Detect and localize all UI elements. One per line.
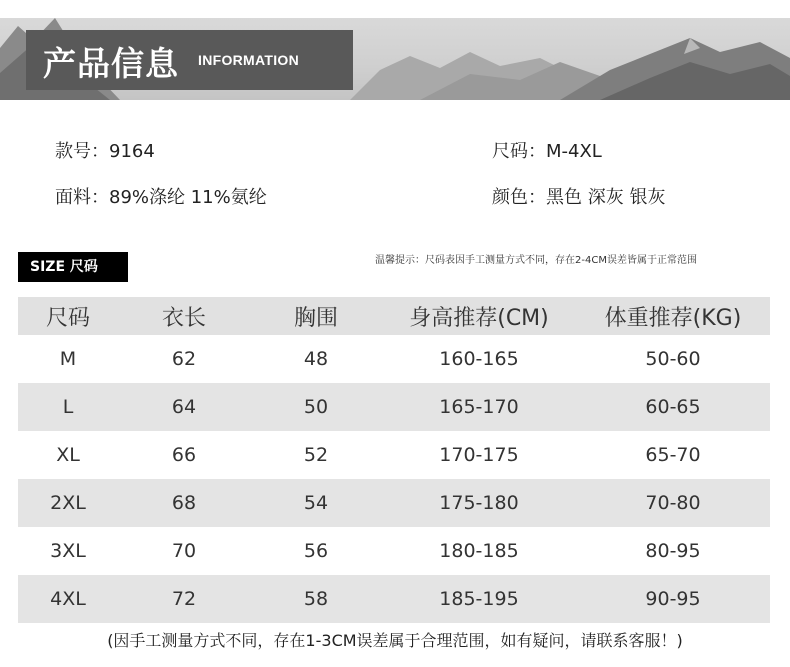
footer-note: (因手工测量方式不同，存在1-3CM误差属于合理范围，如有疑问，请联系客服！) [107, 631, 683, 650]
table-cell: 160-165 [439, 348, 519, 370]
table-row [18, 383, 770, 431]
table-cell: 54 [250, 479, 382, 527]
table-cell: 50-60 [645, 348, 701, 370]
table-cell: 185-195 [382, 575, 576, 623]
table-row [18, 479, 770, 527]
table-cell: 90-95 [576, 575, 770, 623]
table-cell: 60-65 [576, 383, 770, 431]
header-weight: 体重推荐(KG) [576, 297, 770, 335]
table-cell: L [18, 383, 118, 431]
table-row [18, 527, 770, 575]
table-cell: 4XL [18, 575, 118, 623]
table-cell: 68 [118, 479, 250, 527]
table-cell: 62 [171, 348, 197, 370]
page-subtitle: INFORMATION [198, 52, 300, 68]
table-cell: 64 [118, 383, 250, 431]
table-cell: 65-70 [645, 444, 701, 466]
table-cell: 50 [250, 383, 382, 431]
table-cell: 72 [118, 575, 250, 623]
table-cell: 56 [303, 540, 329, 562]
table-cell: 165-170 [382, 383, 576, 431]
page-title: 产品信息 [43, 44, 179, 83]
measurement-tip: 温馨提示：尺码表因手工测量方式不同，存在2-4CM误差皆属于正常范围 [375, 255, 697, 266]
size-section-tag: SIZE 尺码 [18, 252, 128, 282]
table-cell: 52 [303, 444, 329, 466]
table-cell: 175-180 [382, 479, 576, 527]
title-box [26, 30, 353, 90]
header-size: 尺码 [18, 297, 118, 335]
table-cell: 3XL [50, 540, 86, 562]
fabric-composition: 面料：89%涤纶 11%氨纶 [55, 187, 267, 208]
table-cell: 58 [250, 575, 382, 623]
table-cell: XL [56, 444, 80, 466]
table-header-row [18, 297, 770, 335]
table-row [18, 575, 770, 623]
size-range: 尺码：M-4XL [492, 141, 602, 162]
header-chest: 胸围 [250, 297, 382, 335]
header-length: 衣长 [118, 297, 250, 335]
table-cell: 80-95 [645, 540, 701, 562]
table-cell: 70-80 [576, 479, 770, 527]
header-banner [0, 18, 790, 100]
table-row [18, 431, 770, 479]
table-row [18, 335, 770, 383]
table-cell: 66 [171, 444, 197, 466]
table-cell: 170-175 [439, 444, 519, 466]
style-number: 款号：9164 [55, 141, 155, 162]
header-height: 身高推荐(CM) [382, 297, 576, 335]
table-cell: 48 [303, 348, 329, 370]
table-cell: 180-185 [439, 540, 519, 562]
size-table [18, 297, 770, 623]
table-cell: 2XL [18, 479, 118, 527]
table-cell: M [59, 348, 77, 370]
available-colors: 颜色：黑色 深灰 银灰 [492, 187, 666, 208]
table-cell: 70 [171, 540, 197, 562]
